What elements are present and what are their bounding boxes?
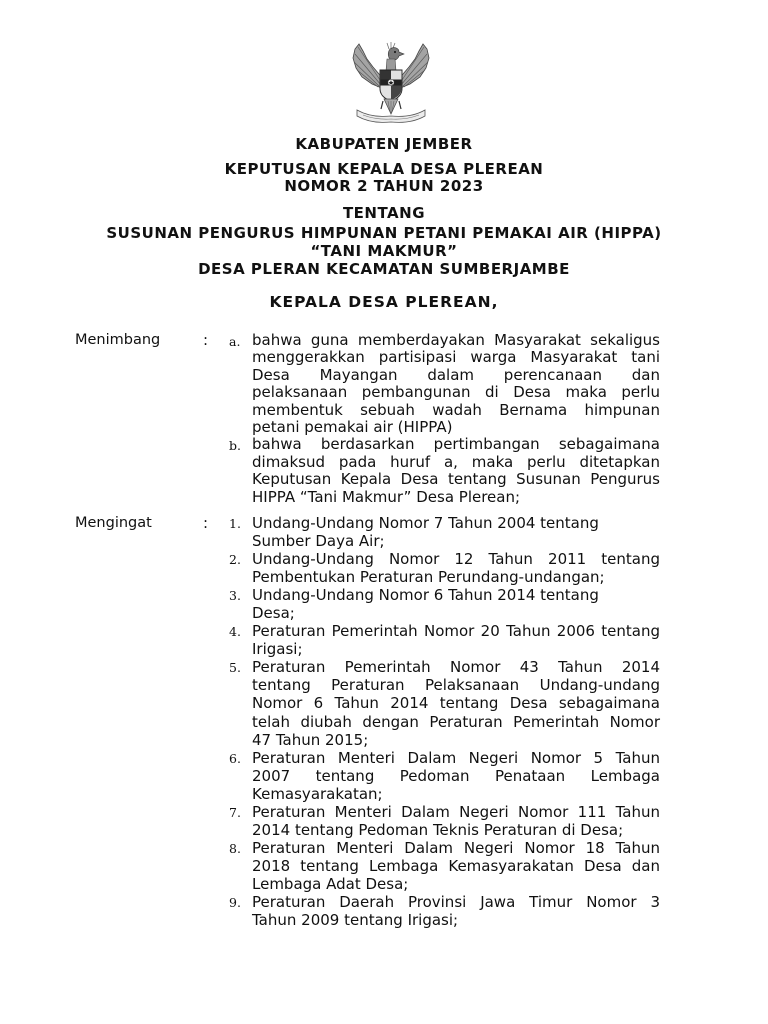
mengingat-items xyxy=(0,514,768,929)
subject-line: “TANI MAKMUR” xyxy=(310,242,458,260)
mengingat-label: Mengingat xyxy=(75,515,152,531)
mengingat-item xyxy=(0,803,768,839)
menimbang-label: Menimbang xyxy=(75,332,161,348)
mengingat-item xyxy=(0,514,768,550)
item-marker: 5. xyxy=(229,660,241,676)
item-marker: 6. xyxy=(229,750,241,766)
mengingat-item xyxy=(0,893,768,929)
subject-line: SUSUNAN PENGURUS HIMPUNAN PETANI PEMAKAI AIR (HIPPA) xyxy=(106,224,662,242)
mengingat-item xyxy=(0,658,768,748)
item-text-line: tentang Peraturan Pelaksanaan Undang-undang xyxy=(252,676,660,695)
item-text-line: Pembentukan Peraturan Perundang-undangan; xyxy=(252,568,605,587)
item-marker: a. xyxy=(229,334,241,349)
item-text-line: 47 Tahun 2015; xyxy=(252,730,369,749)
mengingat-item xyxy=(0,586,768,622)
subject-line: DESA PLERAN KECAMATAN SUMBERJAMBE xyxy=(198,260,570,278)
item-text-line: bahwa berdasarkan pertimbangan sebagaimana xyxy=(252,435,660,454)
item-marker: 7. xyxy=(229,804,241,820)
item-text-line: Keputusan Kepala Desa tentang Susunan Pengurus xyxy=(252,470,660,489)
item-text-line: Peraturan Daerah Provinsi Jawa Timur Nomor 3 xyxy=(252,892,660,911)
item-text-line: Undang-Undang Nomor 6 Tahun 2014 tentang xyxy=(252,586,599,605)
item-text-line: pelaksanaan pembangunan di Desa maka perlu xyxy=(252,383,660,402)
item-text-line: 2014 tentang Pedoman Teknis Peraturan di Desa; xyxy=(252,820,624,839)
item-marker: 3. xyxy=(229,588,241,604)
item-marker: 2. xyxy=(229,552,241,568)
garuda-emblem-icon xyxy=(341,39,441,125)
item-text-line: dimaksud pada huruf a, maka perlu ditetapkan xyxy=(252,452,660,471)
item-marker: 4. xyxy=(229,624,241,640)
item-text-line: Lembaga Adat Desa; xyxy=(252,874,409,893)
item-marker: b. xyxy=(229,438,241,454)
item-text-line: Peraturan Menteri Dalam Negeri Nomor 111 Tahun xyxy=(252,802,660,821)
menimbang-items xyxy=(0,332,768,506)
item-text-line: 2007 tentang Pedoman Penataan Lembaga xyxy=(252,766,660,785)
mengingat-item xyxy=(0,839,768,893)
item-text-line: telah diubah dengan Peraturan Pemerintah Nomor xyxy=(252,712,660,731)
menimbang-colon: : xyxy=(203,331,209,349)
item-text-line: Desa; xyxy=(252,604,295,623)
item-text-line: Undang-Undang Nomor 12 Tahun 2011 tentang xyxy=(252,550,660,569)
item-marker: 9. xyxy=(229,894,241,910)
item-text-line: 2018 tentang Lembaga Kemasyarakatan Desa dan xyxy=(252,856,660,875)
menimbang-item xyxy=(0,332,768,436)
mengingat-colon: : xyxy=(203,514,209,532)
item-text-line: Desa Mayangan dalam perencanaan dan xyxy=(252,365,660,384)
item-text-line: Kemasyarakatan; xyxy=(252,784,383,803)
mengingat-item xyxy=(0,550,768,586)
mengingat-item xyxy=(0,749,768,803)
item-text-line: Peraturan Pemerintah Nomor 20 Tahun 2006 tentang xyxy=(252,622,660,641)
item-text-line: Irigasi; xyxy=(252,640,303,659)
item-marker: 1. xyxy=(229,516,241,531)
issuer-heading: KEPALA DESA PLEREAN, xyxy=(269,293,499,311)
decree-title: KEPUTUSAN KEPALA DESA PLEREAN xyxy=(224,160,544,178)
regency-heading: KABUPATEN JEMBER xyxy=(295,135,473,153)
item-text-line: HIPPA “Tani Makmur” Desa Plerean; xyxy=(252,487,521,506)
decree-number: NOMOR 2 TAHUN 2023 xyxy=(284,177,484,195)
menimbang-item xyxy=(0,436,768,506)
item-text-line: menggerakkan partisipasi warga Masyarakat tani xyxy=(252,348,660,367)
item-text-line: petani pemakai air (HIPPA) xyxy=(252,418,453,437)
item-text-line: bahwa guna memberdayakan Masyarakat sekaligus xyxy=(252,331,660,349)
item-marker: 8. xyxy=(229,840,241,856)
item-text-line: Nomor 6 Tahun 2014 tentang Desa sebagaimana xyxy=(252,694,660,713)
item-text-line: Peraturan Pemerintah Nomor 43 Tahun 2014 xyxy=(252,658,660,677)
about-label: TENTANG xyxy=(342,204,426,222)
mengingat-item xyxy=(0,622,768,658)
item-text-line: Tahun 2009 tentang Irigasi; xyxy=(252,911,459,930)
item-text-line: Sumber Daya Air; xyxy=(252,532,385,551)
item-text-line: membentuk sebuah wadah Bernama himpunan xyxy=(252,400,660,419)
item-text-line: Undang-Undang Nomor 7 Tahun 2004 tentang xyxy=(252,514,599,532)
item-text-line: Peraturan Menteri Dalam Negeri Nomor 18 Tahun xyxy=(252,838,660,857)
item-text-line: Peraturan Menteri Dalam Negeri Nomor 5 Tahun xyxy=(252,748,660,767)
